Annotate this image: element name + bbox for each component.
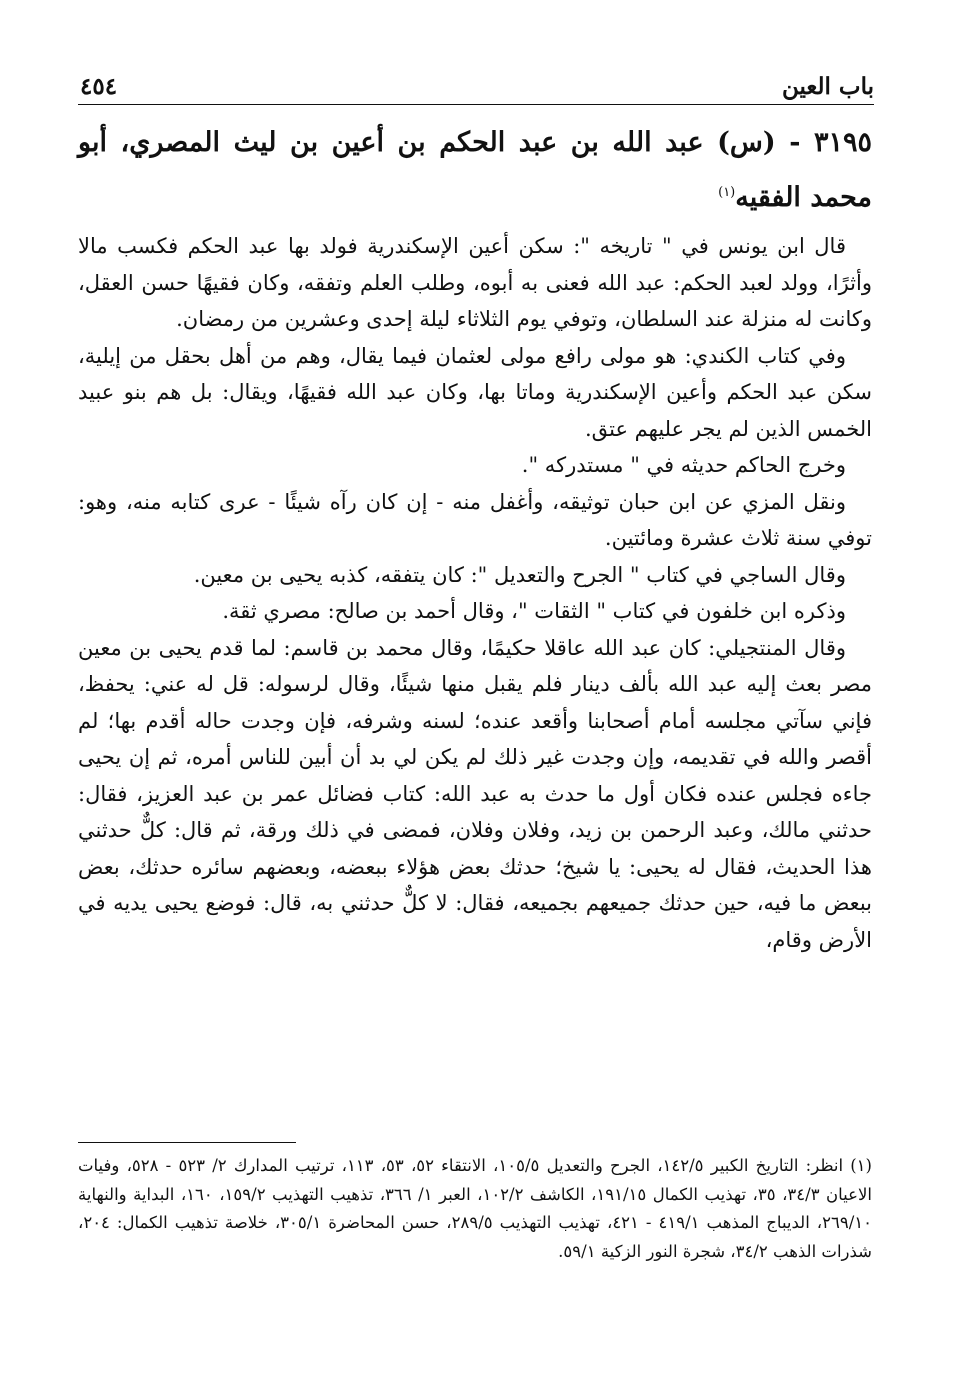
running-header [80, 60, 874, 100]
page-number: ٤٥٤ [80, 73, 118, 100]
footnote-text: (١) انظر: التاريخ الكبير ١٤٢/٥، الجرح والتعديل ١٠٥/٥، الانتقاء ٥٢، ٥٣، ١١٣، ترتيب المدارك ٢/ ٥٢٣ - ٥٢٨، وفيات الاعيان ٣٤/٣، ٣٥، تهذيب الكمال ١٩١/١٥، الكاشف ١٠٢/٢، العبر ١/ ٣٦٦، تذهيب التهذيب ١٥٩/٢، ١٦٠، البداية والنهاية ٢٦٩/١٠، الديباج المذهب ٤١٩/١ - ٤٢١، تهذيب التهذيب ٢٨٩/٥، حسن المحاضرة ٣٠٥/١، خلاصة تذهيب الكمال: ٢٠٤، شذرات الذهب ٣٤/٢، شجرة النور الزكية ٥٩/١. [78, 1156, 872, 1261]
paragraph: وقال الساجي في كتاب " الجرح والتعديل ": كان يتفقه، كذبه يحيى بن معين. [193, 562, 846, 587]
entry-body [78, 228, 872, 958]
footnote-divider [78, 1142, 296, 1143]
entry-title-text: ٣١٩٥ - (س) عبد الله بن عبد الحكم بن أعين بن ليث المصري، أبو محمد الفقيه [78, 127, 872, 213]
paragraph: ونقل المزي عن ابن حبان توثيقه، وأغفل منه - إن كان رآه شيئًا - عرى كتابه منه، وهو: توفي سنة ثلاث عشرة ومائتين. [78, 489, 872, 550]
paragraph: وخرج الحاكم حديثه في " مستدركه ". [521, 453, 846, 477]
paragraph: وقال المنتجيلي: كان عبد الله عاقلا حكيمًا، وقال محمد بن قاسم: لما قدم يحيى بن معين مصر بعث إليه عبد الله بألف دينار فلم يقبل منها شيئًا، وقال لرسوله: قل له عني: يحفظ، فإني سآتي مجلسه أمام أصحابنا وأقعد عنده؛ لسنه وشرفه، فإن وجدت حاله أقدم بها؛ لم أقصر والله في تقديمه، وإن وجدت غير ذلك لم يكن لي بد أن أبين للناس أمره، ثم إن يحيى جاءه فجلس عنده فكان أول ما حدث به عبد الله: كتاب فضائل عمر بن عبد العزيز، فقال: حدثني مالك، وعبد الرحمن بن زيد، وفلان وفلان، فمضى في ذلك ورقة، ثم قال: كلٌّ حدثني هذا الحديث، فقال له يحيى: يا شيخ؛ حدثك بعض هؤلاء ببعضه، وبعضهم سائره حدثك، بعض ببعض ما فيه، حين حدثك جميعهم بجميعه، فقال: لا كلٌّ حدثني به، قال: فوضع يحيى يديه في الأرض وقام، [78, 635, 872, 952]
paragraph: وذكره ابن خلفون في كتاب " الثقات "، وقال أحمد بن صالح: مصري ثقة. [222, 599, 846, 623]
paragraph: وفي كتاب الكندي: هو مولى رافع مولى لعثمان فيما يقال، وهم من أهل بحقل من إيلية، سكن عبد الحكم وأعين الإسكندرية وماتا بها، وكان عبد الله فقيهًا، ويقال: بل هم بنو عبيد الخمس الذين لم يجر عليهم عتق. [78, 343, 872, 441]
footnote [78, 1152, 872, 1266]
paragraph: قال ابن يونس في " تاريخه ": سكن أعين الإسكندرية فولد بها عبد الحكم فكسب مالا وأثرًا، وولد لعبد الحكم: عبد الله فعنى به أبوه، وطلب العلم وتفقه، وكان فقيهًا حسن العقل، وكانت له منزلة عند السلطان، وتوفي يوم الثلاثاء ليلة إحدى وعشرين من رمضان. [78, 234, 872, 331]
entry-heading [78, 118, 872, 223]
header-divider [78, 104, 874, 105]
chapter-title: باب العين [781, 73, 874, 100]
footnote-marker: (١) [718, 185, 736, 200]
